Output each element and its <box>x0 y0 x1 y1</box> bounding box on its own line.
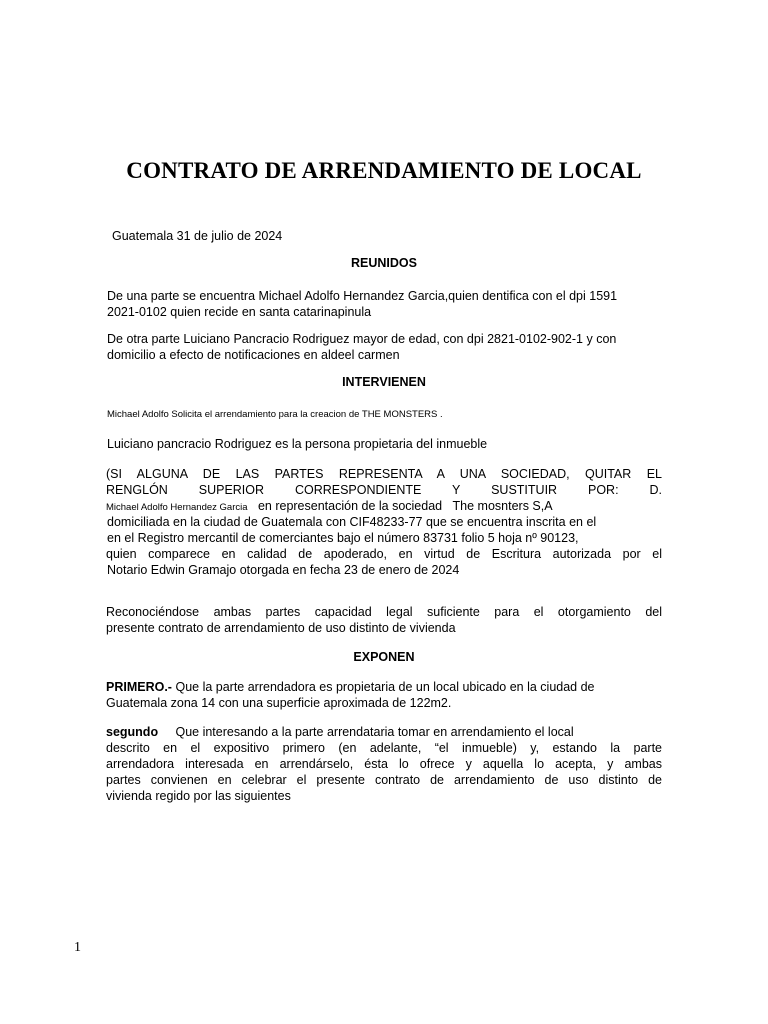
segundo-line-5: vivienda regido por las siguientes <box>106 789 291 803</box>
segundo-label: segundo <box>106 725 159 739</box>
segundo-line-4: partes convienen en celebrar el presente contrato de arrendamiento de uso distinto de <box>106 773 662 787</box>
primero-line-2: Guatemala zona 14 con una superficie aproximada de 122m2. <box>106 696 452 710</box>
recognition-line-1: Reconociéndose ambas partes capacidad legal suficiente para el otorgamiento del <box>106 605 662 619</box>
page-number: 1 <box>74 940 81 955</box>
society-line-5: en el Registro mercantil de comerciantes bajo el número 83731 folio 5 hoja nº 90123, <box>107 531 579 545</box>
heading-reunidos: REUNIDOS <box>351 256 417 270</box>
society-line-4: domiciliada en la ciudad de Guatemala con CIF48233-77 que se encuentra inscrita en el <box>107 515 597 529</box>
segundo-line-2: descrito en el expositivo primero (en adelante, “el inmueble) y, estando la parte <box>106 741 662 755</box>
society-representative: Michael Adolfo Hernandez Garcia <box>106 502 248 513</box>
primero-label: PRIMERO.- <box>106 680 172 694</box>
primero-text: Que la parte arrendadora es propietaria de un local ubicado en la ciudad de <box>175 680 595 694</box>
document-title: CONTRATO DE ARRENDAMIENTO DE LOCAL <box>126 158 642 183</box>
society-line-2: RENGLÓN SUPERIOR CORRESPONDIENTE Y SUSTITUIR POR: D. <box>106 483 662 497</box>
monsters-line: Michael Adolfo Solicita el arrendamiento para la creacion de THE MONSTERS . <box>107 409 443 420</box>
segundo-line-3: arrendadora interesada en arrendárselo, ésta lo ofrece y aquella lo acepta, y ambas <box>106 757 662 771</box>
date-line: Guatemala 31 de julio de 2024 <box>112 229 283 243</box>
society-name: The mosnters S,A <box>452 499 553 513</box>
society-line-7: Notario Edwin Gramajo otorgada en fecha 23 de enero de 2024 <box>107 563 460 577</box>
para-1-line-2: 2021-0102 quien recide en santa catarinapinula <box>107 305 372 319</box>
para-1-line-1: De una parte se encuentra Michael Adolfo Hernandez Garcia,quien dentifica con el dpi 1591 <box>107 289 618 303</box>
primero-line-1 <box>106 679 662 696</box>
para-2-line-2: domicilio a efecto de notificaciones en aldeel carmen <box>107 348 400 362</box>
recognition-line-2: presente contrato de arrendamiento de uso distinto de vivienda <box>106 621 456 635</box>
segundo-line-1 <box>106 724 662 741</box>
segundo-text: Que interesando a la parte arrendataria tomar en arrendamiento el local <box>175 725 574 739</box>
society-representation: en representación de la sociedad <box>257 499 443 513</box>
owner-line: Luiciano pancracio Rodriguez es la persona propietaria del inmueble <box>107 437 488 451</box>
para-2-line-1: De otra parte Luiciano Pancracio Rodriguez mayor de edad, con dpi 2821-0102-902-1 y con <box>107 332 617 346</box>
heading-intervienen: INTERVIENEN <box>342 375 426 389</box>
society-line-1: (SI ALGUNA DE LAS PARTES REPRESENTA A UNA SOCIEDAD, QUITAR EL <box>106 467 662 481</box>
society-line-6: quien comparece en calidad de apoderado, en virtud de Escritura autorizada por el <box>106 547 662 561</box>
heading-exponen: EXPONEN <box>353 650 415 664</box>
